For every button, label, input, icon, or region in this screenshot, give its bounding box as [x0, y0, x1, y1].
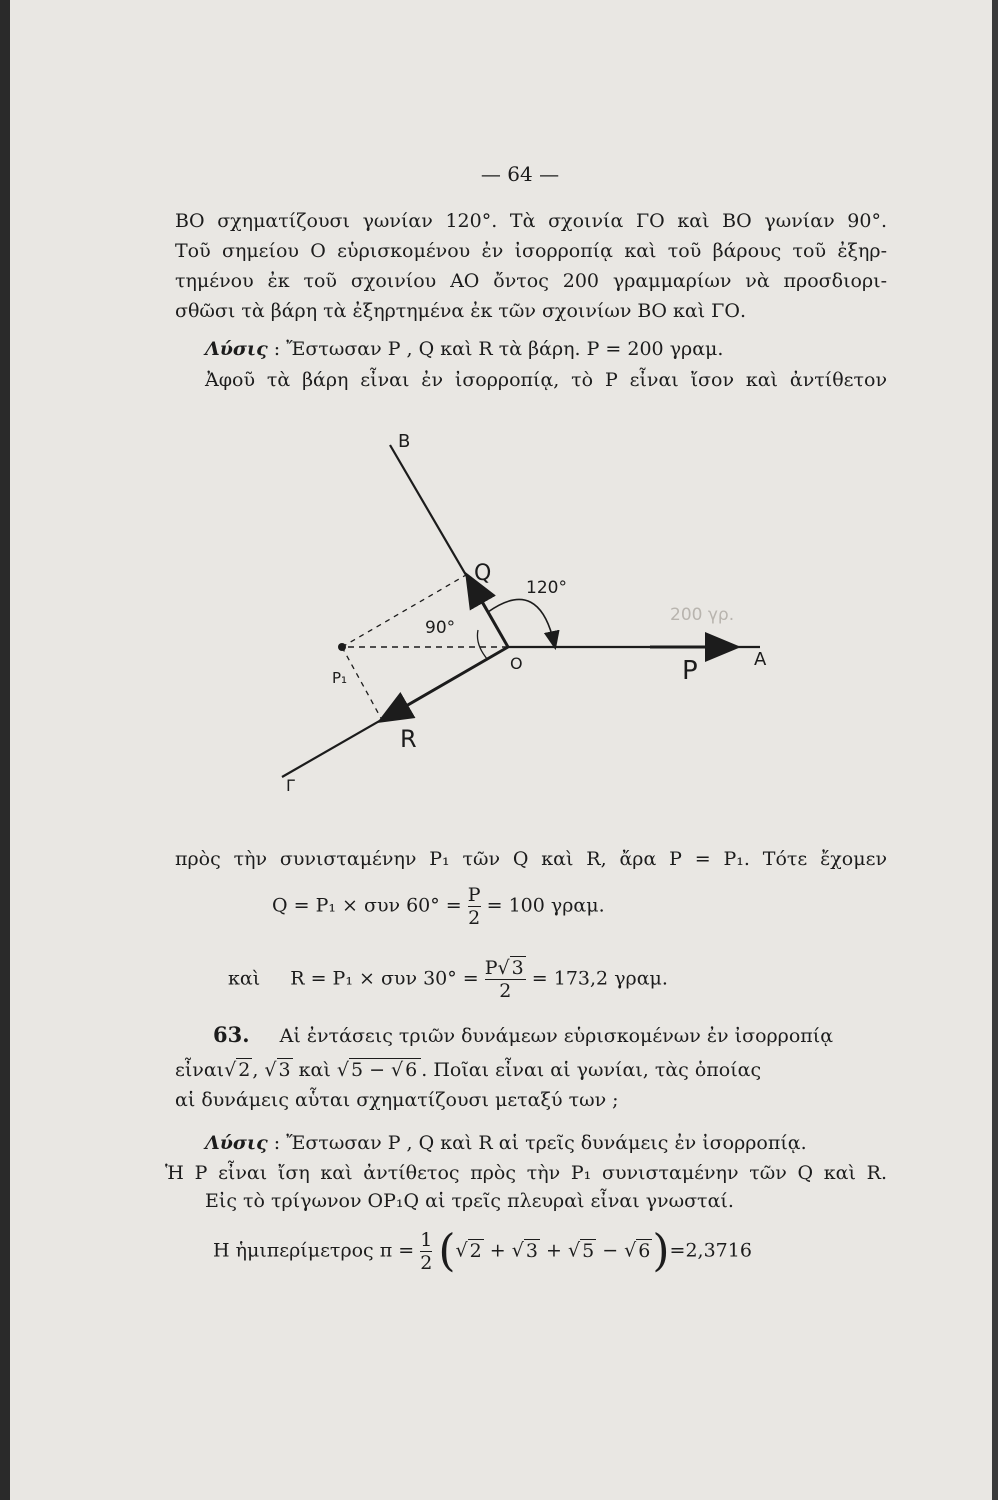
label-Q: Q: [474, 561, 492, 586]
text-line-3: τημένου ἐκ τοῦ σχοινίου ΑΟ ὄντος 200 γραμμαρίων νὰ προσδιορι-: [175, 270, 887, 292]
label-B: Β: [398, 431, 411, 452]
page-number: — 64 —: [480, 162, 560, 186]
root-5: 5: [350, 1059, 364, 1081]
root-5-minus-root-6: 5 − √ 6: [349, 1058, 421, 1081]
scan-left-edge: [0, 0, 10, 1500]
solution2-line2: Ἡ Ρ εἶναι ἴση καὶ ἀντίθετος πρὸς τὴν Ρ₁ συνισταμένην τῶν Q καὶ R.: [165, 1162, 887, 1184]
scan-right-edge: [992, 0, 998, 1500]
formula-R-lhs: R = Ρ₁ × συν 30° =: [290, 967, 479, 990]
root-6: 6: [405, 1059, 418, 1081]
solution1-line1-text: : Ἔστωσαν Ρ , Q καὶ R τὰ βάρη. Ρ = 200 γραμ.: [273, 338, 724, 360]
semi-root-3: 3: [525, 1239, 538, 1262]
semi-root-5: 5: [582, 1239, 595, 1262]
label-G: Γ: [286, 776, 295, 795]
point-P1: [338, 643, 346, 651]
solution1-line3: πρὸς τὴν συνισταμένην Ρ₁ τῶν Q καὶ R, ἄρα Ρ = Ρ₁. Τότε ἔχομεν: [175, 848, 887, 870]
label-P1: P₁: [332, 669, 348, 687]
right-paren: ): [652, 1225, 670, 1277]
formula-R-fraction: $\frac{P√ 3}{2}$: [484, 957, 524, 1002]
label-R: R: [400, 725, 417, 753]
faint-handwritten-note: 200 γρ.: [670, 605, 735, 625]
semi-root-2: 2: [469, 1239, 482, 1262]
label-O: O: [510, 654, 523, 673]
formula-semiperimeter-num: 1: [420, 1229, 433, 1251]
problem63-line2-end: . Ποῖαι εἶναι αἱ γωνίαι, τὰς ὁποίας: [421, 1059, 762, 1081]
label-A: A: [754, 649, 767, 670]
label-120: 120°: [526, 578, 567, 598]
root-2: 2: [238, 1059, 251, 1081]
label-P: P: [682, 656, 698, 686]
root-3: 3: [278, 1059, 291, 1081]
formula-Q-num: Ρ: [467, 884, 481, 906]
label-90: 90°: [425, 618, 456, 638]
problem-number: 63.: [213, 1022, 250, 1047]
formula-R-prefix: καὶ: [228, 967, 261, 990]
problem63-line2-kai: καὶ: [298, 1059, 331, 1081]
formula-Q-fraction: [468, 885, 481, 928]
solution2-line3: Εἰς τὸ τρίγωνον ΟΡ₁Q αἱ τρεῖς πλευραὶ εἶναι γνωσταί.: [205, 1190, 734, 1212]
left-paren: (: [438, 1225, 456, 1277]
formula-semiperimeter-prefix: Η ἡμιπερίμετρος π =: [213, 1239, 415, 1262]
formula-Q-rhs: = 100 γραμ.: [486, 894, 605, 917]
parallelogram-side-2: [342, 647, 382, 720]
vector-R: [382, 647, 508, 720]
formula-R: [228, 958, 668, 1001]
semi-root-6: 6: [638, 1239, 651, 1262]
text-line-2: Τοῦ σημείου Ο εὑρισκομένου ἐν ἰσορροπίᾳ καὶ τοῦ βάρους τοῦ ἐξηρ-: [175, 240, 887, 262]
formula-Q-den: 2: [468, 907, 481, 929]
problem63-line3: αἱ δυνάμεις αὗται σχηματίζουσι μεταξύ των ;: [175, 1089, 619, 1111]
arc-90: [477, 630, 488, 660]
solution2-line1-text: : Ἔστωσαν Ρ , Q καὶ R αἱ τρεῖς δυνάμεις ἐν ἰσορροπίᾳ.: [273, 1132, 807, 1154]
formula-semiperimeter: Η ἡμιπερίμετρος π = $\frac{1}{2}$ (√ 2 + √ 3 + √ 5 − √ 6)=2,3716: [213, 1225, 752, 1277]
problem63-line1-text: Αἱ ἐντάσεις τριῶν δυνάμεων εὑρισκομένων ἐν ἰσορροπίᾳ: [279, 1025, 834, 1047]
text-line-1: ΒΟ σχηματίζουσι γωνίαν 120°. Τὰ σχοινία ΓΟ καὶ ΒΟ γωνίαν 90°.: [175, 210, 887, 232]
solution1-line1: [205, 337, 865, 361]
solution1-label: Λύσις: [205, 338, 268, 360]
problem63-line1: [213, 1023, 887, 1048]
solution2-label: Λύσις: [205, 1132, 268, 1154]
formula-Q: [272, 885, 605, 928]
formula-R-num-root: 3: [511, 957, 524, 979]
problem63-line2-start: εἶναι: [175, 1059, 225, 1081]
solution1-line2: Ἀφοῦ τὰ βάρη εἶναι ἐν ἰσορροπίᾳ, τὸ Ρ εἶναι ἴσον καὶ ἀντίθετον: [205, 369, 887, 391]
formula-Q-lhs: Q = Ρ₁ × συν 60° =: [272, 894, 462, 917]
formula-R-den: 2: [499, 980, 512, 1002]
arc-120: [488, 599, 555, 647]
formula-R-rhs: = 173,2 γραμ.: [531, 967, 668, 990]
problem63-line2: εἶναι√ 2 , √ 3 καὶ √ 5 − √ 6 . Ποῖαι εἶναι αἱ γωνίαι, τὰς ὁποίας: [175, 1059, 762, 1081]
formula-R-num-p: Ρ: [484, 957, 498, 979]
solution2-line1: [205, 1131, 887, 1155]
formula-semiperimeter-result: =2,3716: [669, 1239, 752, 1262]
formula-semiperimeter-den: 2: [420, 1252, 433, 1274]
force-diagram: [270, 425, 810, 805]
formula-semiperimeter-fraction: [420, 1230, 432, 1273]
text-line-4: σθῶσι τὰ βάρη τὰ ἐξηρτημένα ἐκ τῶν σχοινίων ΒΟ καὶ ΓΟ.: [175, 300, 746, 322]
